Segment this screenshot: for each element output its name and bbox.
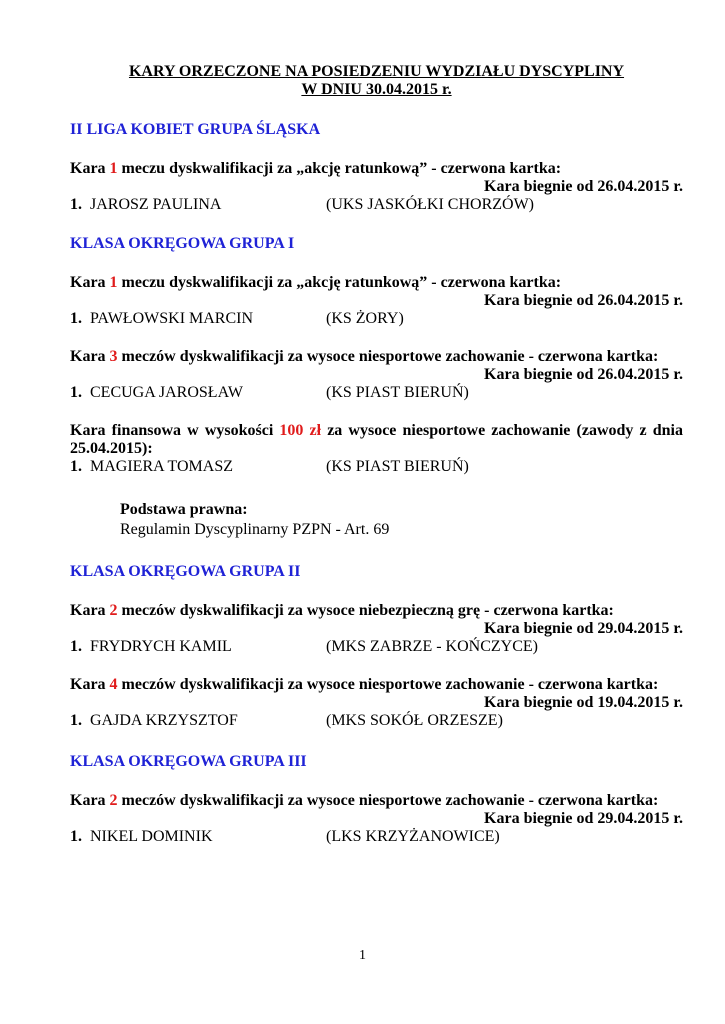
section-heading-okregowa-iii: KLASA OKRĘGOWA GRUPA III (70, 753, 307, 770)
player-name: CECUGA JAROSŁAW (90, 384, 243, 401)
player-club: (UKS JASKÓŁKI CHORZÓW) (326, 196, 534, 213)
player-name: FRYDRYCH KAMIL (90, 638, 232, 655)
penalty-start-date: Kara biegnie od 29.04.2015 r. (484, 620, 683, 637)
penalty-description: Kara 2 meczów dyskwalifikacji za wysoce niebezpieczną grę - czerwona kartka: (70, 602, 614, 619)
penalty-count: 4 (109, 676, 118, 693)
fine-amount: 100 zł (279, 422, 322, 439)
legal-basis-text: Regulamin Dyscyplinarny PZPN - Art. 69 (120, 521, 390, 538)
penalty-description: Kara 4 meczów dyskwalifikacji za wysoce niesportowe zachowanie - czerwona kartka: (70, 676, 659, 693)
penalty-count: 1 (109, 160, 118, 177)
section-heading-ii-liga: II LIGA KOBIET GRUPA ŚLĄSKA (70, 121, 321, 138)
page-number: 1 (359, 948, 366, 963)
player-name: NIKEL DOMINIK (90, 828, 213, 845)
section-heading-okregowa-i: KLASA OKRĘGOWA GRUPA I (70, 235, 295, 252)
section-heading-okregowa-ii: KLASA OKRĘGOWA GRUPA II (70, 563, 301, 580)
title-line-2: W DNIU 30.04.2015 r. (301, 81, 452, 98)
player-name: GAJDA KRZYSZTOF (90, 712, 238, 729)
penalty-description: Kara 1 meczu dyskwalifikacji za „akcję ratunkową” - czerwona kartka: (70, 160, 562, 177)
penalized-player-row: 1. GAJDA KRZYSZTOF (MKS SOKÓŁ ORZESZE) (70, 712, 503, 729)
penalty-count: 2 (109, 602, 118, 619)
penalty-start-date: Kara biegnie od 29.04.2015 r. (484, 810, 683, 827)
player-name: PAWŁOWSKI MARCIN (90, 310, 254, 327)
penalty-description: Kara 3 meczów dyskwalifikacji za wysoce niesportowe zachowanie - czerwona kartka: (70, 348, 659, 365)
player-name: MAGIERA TOMASZ (90, 458, 233, 475)
penalty-start-date: Kara biegnie od 26.04.2015 r. (484, 178, 683, 195)
player-club: (KS PIAST BIERUŃ) (326, 384, 469, 401)
document-title (70, 0, 683, 99)
legal-basis (120, 500, 683, 540)
penalized-player-row: 1. CECUGA JAROSŁAW (KS PIAST BIERUŃ) (70, 384, 469, 401)
title-line-1: KARY ORZECZONE NA POSIEDZENIU WYDZIAŁU DYSCYPLINY (128, 63, 625, 80)
fine-description: Kara finansowa w wysokości 100 zł za wysoce niesportowe zachowanie (zawody z dnia 25.04.2015): (70, 422, 684, 457)
penalized-player-row: 1. FRYDRYCH KAMIL (MKS ZABRZE - KOŃCZYCE) (70, 638, 538, 655)
penalized-player-row: 1. PAWŁOWSKI MARCIN (KS ŻORY) (70, 310, 404, 327)
penalty-start-date: Kara biegnie od 19.04.2015 r. (484, 694, 683, 711)
penalized-player-row: 1. MAGIERA TOMASZ (KS PIAST BIERUŃ) (70, 458, 469, 475)
penalty-start-date: Kara biegnie od 26.04.2015 r. (484, 292, 683, 309)
player-club: (LKS KRZYŻANOWICE) (326, 828, 500, 845)
player-club: (KS ŻORY) (326, 310, 404, 327)
penalty-description: Kara 2 meczów dyskwalifikacji za wysoce niesportowe zachowanie - czerwona kartka: (70, 792, 659, 809)
penalty-count: 2 (109, 792, 118, 809)
player-club: (MKS SOKÓŁ ORZESZE) (326, 712, 503, 729)
penalty-start-date: Kara biegnie od 26.04.2015 r. (484, 366, 683, 383)
player-club: (MKS ZABRZE - KOŃCZYCE) (326, 638, 538, 655)
penalty-count: 3 (109, 348, 118, 365)
legal-basis-label: Podstawa prawna: (120, 501, 248, 518)
penalized-player-row: 1. JAROSZ PAULINA (UKS JASKÓŁKI CHORZÓW) (70, 196, 534, 213)
player-name: JAROSZ PAULINA (90, 196, 222, 213)
player-club: (KS PIAST BIERUŃ) (326, 458, 469, 475)
penalized-player-row: 1. NIKEL DOMINIK (LKS KRZYŻANOWICE) (70, 828, 500, 845)
penalty-count: 1 (109, 274, 118, 291)
penalty-description: Kara 1 meczu dyskwalifikacji za „akcję ratunkową” - czerwona kartka: (70, 274, 562, 291)
